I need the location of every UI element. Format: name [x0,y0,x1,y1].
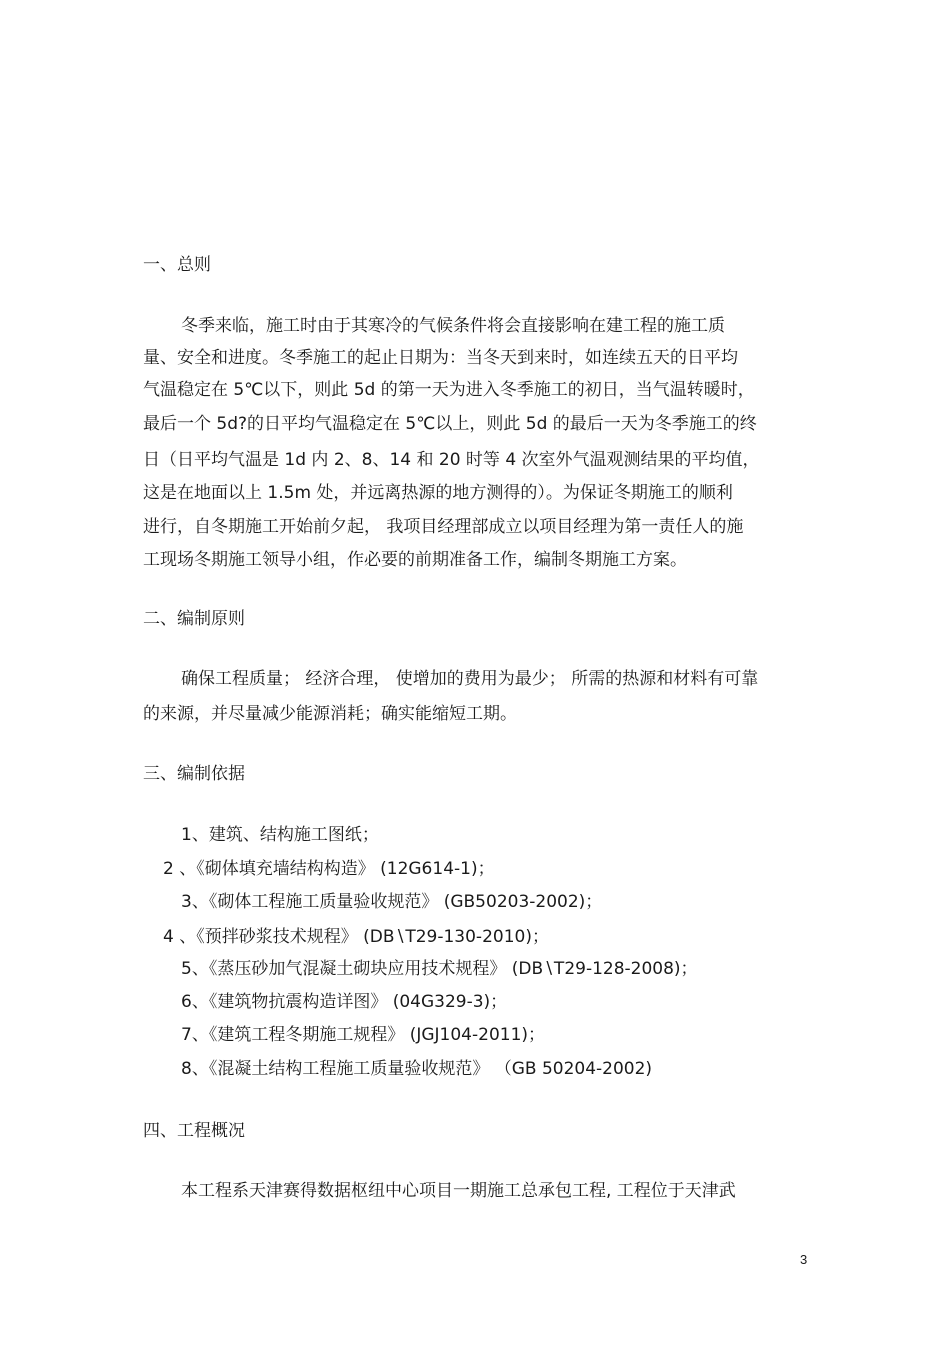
list-item: 5、《蒸压砂加气混凝土砌块应用技术规程》 (DB∖T29-128-2008)； [181,959,698,979]
list-item: 3、《砌体工程施工质量验收规范》 (GB50203-2002)； [181,892,603,912]
list-item: 4 、《预拌砂浆技术规程》 (DB∖T29-130-2010)； [163,927,549,947]
list-item: 7、《建筑工程冬期施工规程》 (JGJ104-2011)； [181,1025,546,1045]
section-heading-overview: 四、工程概况 [143,1121,245,1141]
paragraph-line: 工现场冬期施工领导小组，作必要的前期准备工作，编制冬期施工方案。 [143,550,687,570]
list-item: 6、《建筑物抗震构造详图》 (04G329-3)； [181,992,508,1012]
section-heading-principles: 二、编制原则 [143,609,245,629]
paragraph-line: 本工程系天津赛得数据枢纽中心项目一期施工总承包工程, 工程位于天津武 [181,1181,736,1201]
list-item: 8、《混凝土结构工程施工质量验收规范》 （GB 50204-2002) [181,1059,653,1079]
section-heading-general: 一、总则 [143,255,211,275]
section-heading-basis: 三、编制依据 [143,764,245,784]
paragraph-line: 量、安全和进度。冬季施工的起止日期为：当冬天到来时，如连续五天的日平均 [143,348,738,368]
paragraph-line: 确保工程质量； 经济合理， 使增加的费用为最少； 所需的热源和材料有可靠 [181,669,759,689]
paragraph-line: 最后一个 5d?的日平均气温稳定在 5℃以上，则此 5d 的最后一天为冬季施工的终 [143,414,757,434]
paragraph-line: 进行，自冬期施工开始前夕起， 我项目经理部成立以项目经理为第一责任人的施 [143,517,744,537]
paragraph-line: 冬季来临，施工时由于其寒冷的气候条件将会直接影响在建工程的施工质 [181,316,725,336]
paragraph-line: 日（日平均气温是 1d 内 2、8、14 和 20 时等 4 次室外气温观测结果的平均值， [143,450,760,470]
page-number: 3 [800,1252,808,1267]
paragraph-line: 气温稳定在 5℃以下，则此 5d 的第一天为进入冬季施工的初日，当气温转暖时， [143,380,755,400]
list-item: 1、建筑、结构施工图纸； [181,825,379,845]
list-item: 2 、《砌体填充墙结构构造》 (12G614-1)； [163,859,495,879]
paragraph-line: 这是在地面以上 1.5m 处，并远离热源的地方测得的）。为保证冬期施工的顺利 [143,483,733,503]
paragraph-line: 的来源，并尽量减少能源消耗；确实能缩短工期。 [143,704,517,724]
